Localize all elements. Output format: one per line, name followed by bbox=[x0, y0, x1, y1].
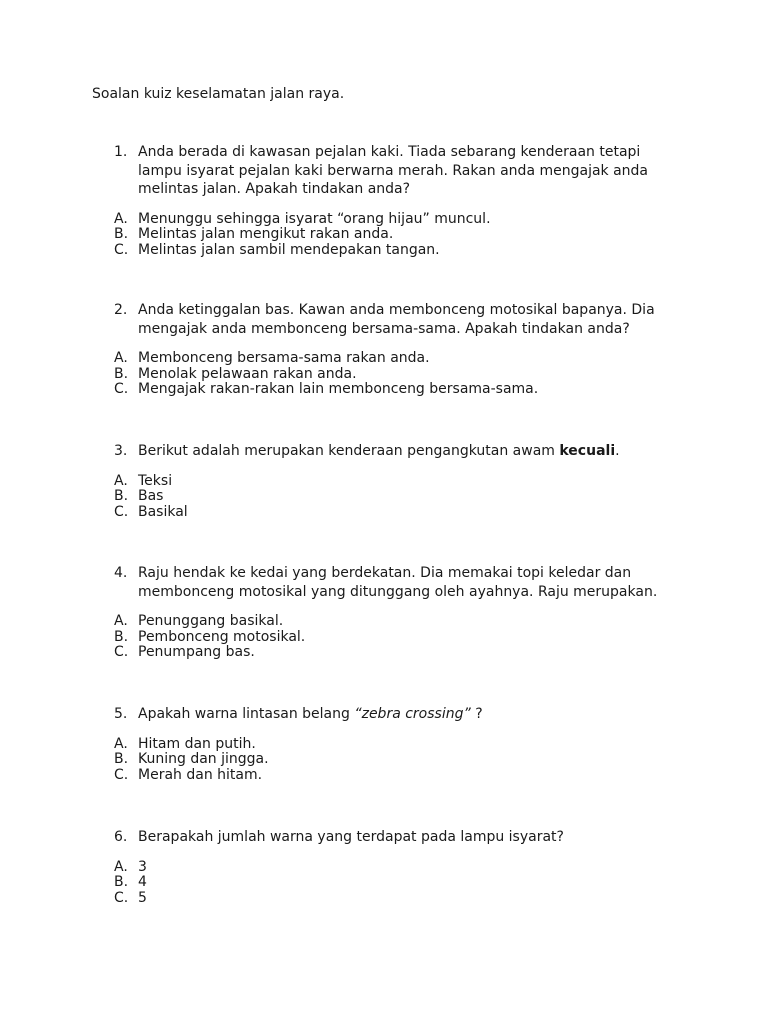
question-stem bbox=[114, 143, 674, 199]
question-number: 6. bbox=[114, 829, 128, 845]
question-3 bbox=[114, 442, 674, 520]
option-list bbox=[114, 474, 674, 521]
question-text-after: ? bbox=[470, 706, 483, 722]
question-stem bbox=[114, 705, 674, 724]
option-a bbox=[114, 351, 674, 367]
option-text: Penunggang basikal. bbox=[138, 613, 284, 629]
option-b bbox=[114, 752, 674, 768]
option-letter: B. bbox=[114, 488, 129, 504]
option-text: Merah dan hitam. bbox=[138, 766, 263, 783]
option-letter: A. bbox=[114, 858, 128, 875]
question-number: 4. bbox=[114, 565, 128, 581]
question-text-emphasis: kecuali bbox=[559, 443, 616, 459]
option-text: Pembonceng motosikal. bbox=[138, 628, 306, 645]
option-a bbox=[114, 860, 674, 876]
option-list bbox=[114, 351, 674, 398]
option-c bbox=[114, 505, 674, 521]
question-text-before: Apakah warna lintasan belang bbox=[138, 706, 355, 722]
option-text: Menunggu sehingga isyarat “orang hijau” muncul. bbox=[138, 210, 491, 227]
option-letter: C. bbox=[114, 766, 129, 783]
document-title: Soalan kuiz keselamatan jalan raya. bbox=[92, 86, 345, 102]
question-text bbox=[138, 442, 674, 461]
question-2 bbox=[114, 301, 674, 398]
question-1 bbox=[114, 143, 674, 258]
option-letter: C. bbox=[114, 503, 129, 520]
option-letter: C. bbox=[114, 889, 129, 906]
question-stem bbox=[114, 828, 674, 847]
question-text: Anda ketinggalan bas. Kawan anda membonceng motosikal bapanya. Dia mengajak anda membonceng bersama-sama. Apakah tindakan anda? bbox=[138, 302, 655, 337]
option-text: Hitam dan putih. bbox=[138, 735, 256, 752]
option-a bbox=[114, 614, 674, 630]
option-text: Penumpang bas. bbox=[138, 644, 255, 660]
option-a bbox=[114, 474, 674, 490]
question-number: 5. bbox=[114, 706, 128, 722]
option-text: Membonceng bersama-sama rakan anda. bbox=[138, 350, 430, 366]
option-letter: B. bbox=[114, 365, 129, 382]
option-letter: A. bbox=[114, 350, 128, 366]
option-letter: A. bbox=[114, 735, 128, 752]
option-b bbox=[114, 367, 674, 383]
question-text: Berapakah jumlah warna yang terdapat pada lampu isyarat? bbox=[138, 829, 564, 845]
option-text: Menolak pelawaan rakan anda. bbox=[138, 365, 357, 382]
option-text: 4 bbox=[138, 874, 147, 890]
question-number: 3. bbox=[114, 443, 128, 459]
question-stem bbox=[114, 564, 674, 601]
option-list bbox=[114, 737, 674, 784]
option-letter: C. bbox=[114, 644, 129, 660]
question-number: 1. bbox=[114, 144, 128, 160]
question-text-before: Berikut adalah merupakan kenderaan pengangkutan awam bbox=[138, 443, 560, 459]
option-letter: B. bbox=[114, 226, 129, 242]
option-a bbox=[114, 212, 674, 228]
option-c bbox=[114, 382, 674, 398]
option-c bbox=[114, 768, 674, 784]
option-a bbox=[114, 737, 674, 753]
question-text-after: . bbox=[615, 443, 620, 459]
option-text: Melintas jalan mengikut rakan anda. bbox=[138, 226, 394, 242]
option-letter: A. bbox=[114, 613, 128, 629]
question-text: Anda berada di kawasan pejalan kaki. Tiada sebarang kenderaan tetapi lampu isyarat pejalan kaki berwarna merah. Rakan anda mengajak anda melintas jalan. Apakah tindakan anda? bbox=[138, 144, 649, 197]
option-list bbox=[114, 212, 674, 259]
option-text: Melintas jalan sambil mendepakan tangan. bbox=[138, 241, 440, 258]
option-c bbox=[114, 645, 674, 661]
option-text: 5 bbox=[138, 889, 147, 906]
option-b bbox=[114, 630, 674, 646]
option-letter: A. bbox=[114, 210, 128, 227]
question-text bbox=[138, 705, 674, 724]
option-letter: C. bbox=[114, 381, 129, 397]
option-text: 3 bbox=[138, 858, 147, 875]
option-letter: A. bbox=[114, 472, 128, 489]
option-text: Bas bbox=[138, 488, 164, 504]
question-4 bbox=[114, 564, 674, 661]
option-b bbox=[114, 489, 674, 505]
option-b bbox=[114, 227, 674, 243]
option-list bbox=[114, 614, 674, 661]
option-letter: B. bbox=[114, 628, 129, 645]
option-list bbox=[114, 860, 674, 907]
question-6 bbox=[114, 828, 674, 906]
question-text: Raju hendak ke kedai yang berdekatan. Dia memakai topi keledar dan membonceng motosikal yang ditunggang oleh ayahnya. Raju merupakan. bbox=[138, 565, 658, 600]
question-text-emphasis: “zebra crossing” bbox=[354, 706, 471, 722]
option-text: Teksi bbox=[138, 472, 173, 489]
option-text: Basikal bbox=[138, 503, 188, 520]
option-letter: B. bbox=[114, 874, 129, 890]
option-text: Mengajak rakan-rakan lain membonceng bersama-sama. bbox=[138, 381, 539, 397]
option-letter: C. bbox=[114, 241, 129, 258]
option-text: Kuning dan jingga. bbox=[138, 751, 269, 767]
question-stem bbox=[114, 442, 674, 461]
option-letter: B. bbox=[114, 751, 129, 767]
question-number: 2. bbox=[114, 302, 128, 318]
option-b bbox=[114, 875, 674, 891]
question-stem bbox=[114, 301, 674, 338]
option-c bbox=[114, 891, 674, 907]
option-c bbox=[114, 243, 674, 259]
question-5 bbox=[114, 705, 674, 783]
